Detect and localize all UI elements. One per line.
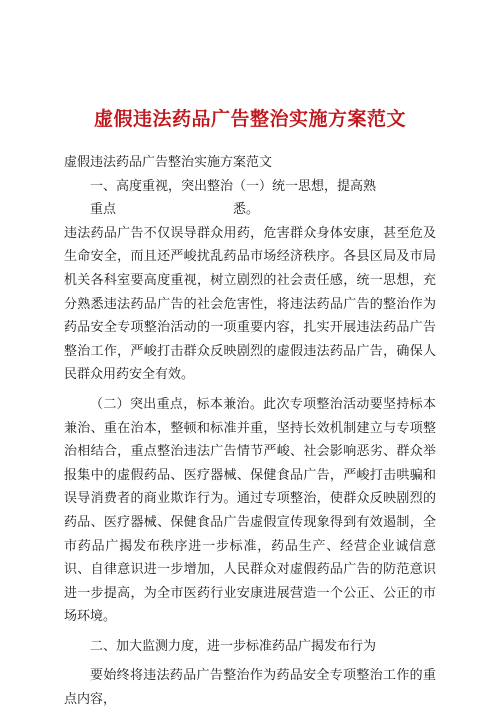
document-title: 虚假违法药品广告整治实施方案范文	[93, 108, 406, 130]
section1-heading: 一、高度重视，突出整治重点	[90, 178, 234, 218]
document-subtitle: 虚假违法药品广告整治实施方案范文	[64, 155, 273, 170]
document-body	[64, 151, 436, 712]
sub1-heading: （一）统一思想，提高熟悉。	[233, 178, 377, 218]
section1-heading-line	[64, 175, 436, 222]
section2-heading: 二、加大监测力度，进一步标准药品广揭发布行为	[90, 638, 377, 654]
paragraph-3: 要始终将违法药品广告整治作为药品安全专项整治工作的重点内容，	[64, 668, 436, 708]
paragraph-2: （二）突出重点，标本兼治。此次专项整治活动要坚持标本兼治、重在治本，整顿和标准并重，坚持长效机制建立与专项整治相结合，重点整治违法广告情节严峻、社会影响恶劣、群众举报集中的虚假药品、医疗器械、保健食品广告，严峻打击哄骗和误导消费者的商业欺诈行为。通过专项整治，使群众反映剧烈的药品、医疗器械、保健食品广告虚假宣传现象得到有效遏制，全市药品广揭发布秩序进一步标准，药品生产、经营企业诚信意识、自律意识进一步增加，人民群众对虚假药品广告的防范意识进一步提高，为全市医药行业安康进展营造一个公正、公正的市场环境。	[64, 396, 436, 625]
paragraph-1: 违法药品广告不仅误导群众用药，危害群众身体安康，甚至危及生命安全，而且还严峻扰乱药品市场经济秩序。各县区局及市局机关各科室要高度重视，树立剧烈的社会责任感，统一思想，充分熟悉违法药品广告的社会危害性，将违法药品广告的整治作为药品安全专项整治活动的一项重要内容，扎实开展违法药品广告整治工作，严峻打击群众反映剧烈的虚假违法药品广告，确保人民群众用药安全有效。	[64, 225, 436, 383]
